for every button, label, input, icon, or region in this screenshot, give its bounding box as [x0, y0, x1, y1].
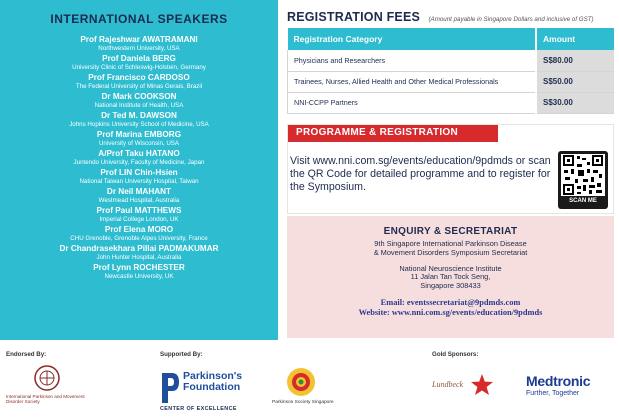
fee-amount: S$80.00	[536, 50, 614, 71]
fee-amount: S$50.00	[536, 71, 614, 92]
list-item	[6, 73, 272, 90]
speaker-affiliation: National Institute of Health, USA	[94, 101, 184, 109]
list-item	[6, 187, 272, 204]
lundbeck-star-icon	[470, 373, 494, 397]
speaker-name: Prof Rajeshwar AWATRAMANI	[80, 35, 198, 44]
table-row	[288, 50, 615, 71]
list-item	[6, 206, 272, 223]
speaker-name: Prof Daniela BERG	[102, 54, 176, 63]
speakers-title: INTERNATIONAL SPEAKERS	[50, 12, 228, 26]
qr-scan-label: SCAN ME	[569, 198, 597, 204]
fee-amount: S$30.00	[536, 92, 614, 113]
fees-col-amount: Amount	[536, 28, 614, 50]
supported-label: Supported By:	[160, 351, 203, 358]
list-item	[6, 54, 272, 71]
medtronic-name: Medtronic	[526, 373, 591, 389]
fees-header-row	[288, 28, 615, 50]
gold-sponsors-label: Gold Sponsors:	[432, 351, 479, 358]
speakers-list	[6, 35, 272, 280]
list-item	[6, 263, 272, 280]
programme-title: PROGRAMME & REGISTRATION	[288, 125, 498, 142]
parkinson-society-logo	[272, 367, 362, 411]
sponsor-footer	[0, 345, 619, 420]
list-item	[6, 168, 272, 185]
speaker-affiliation: Imperial College London, UK	[99, 215, 179, 223]
registration-header	[287, 8, 617, 24]
enquiry-address-2: Singapore 308433	[420, 281, 481, 291]
speaker-affiliation: Johns Hopkins University School of Medicine, USA	[69, 120, 209, 128]
list-item	[6, 111, 272, 128]
fees-col-category: Registration Category	[288, 28, 537, 50]
speaker-name: Prof Lynn ROCHESTER	[93, 263, 185, 272]
speaker-name: A/Prof Taku HATANO	[98, 149, 180, 158]
enquiry-org: National Neuroscience Institute	[399, 263, 502, 273]
qr-code-icon	[561, 154, 605, 196]
registration-note: (Amount payable in Singapore Dollars and inclusive of GST)	[428, 16, 594, 23]
fees-table	[287, 28, 614, 114]
speaker-affiliation: Westmead Hospital, Australia	[98, 196, 180, 204]
list-item	[6, 35, 272, 52]
speaker-name: Dr Neil MAHANT	[106, 187, 172, 196]
pf-name-line1: Parkinson's	[183, 370, 243, 382]
speaker-affiliation: Juntendo University, Faculty of Medicine, Japan	[73, 158, 205, 166]
speakers-panel	[0, 0, 278, 340]
list-item	[6, 225, 272, 242]
speaker-name: Prof LIN Chin-Hsien	[100, 168, 178, 177]
speaker-affiliation: John Hunter Hospital, Australia	[96, 253, 182, 261]
endorsed-label: Endorsed By:	[6, 351, 47, 358]
pf-p-icon	[160, 371, 180, 405]
fee-category: NNI-CCPP Partners	[288, 92, 537, 113]
list-item	[6, 149, 272, 166]
medtronic-tagline: Further, Together	[526, 390, 580, 397]
list-item	[6, 92, 272, 109]
mds-name: International Parkinson and Movement Disorder Society	[6, 394, 85, 404]
enquiry-address-1: 11 Jalan Tan Tock Seng,	[410, 272, 491, 282]
pf-name-line2: Foundation	[183, 381, 241, 393]
registration-title: REGISTRATION FEES	[287, 10, 421, 24]
speaker-name: Dr Ted M. DAWSON	[101, 111, 177, 120]
enquiry-website[interactable]: Website: www.nni.com.sg/events/education/9pdmds	[358, 308, 543, 318]
speaker-name: Prof Elena MORO	[104, 225, 174, 234]
fee-category: Trainees, Nurses, Allied Health and Other Medical Professionals	[288, 71, 537, 92]
speaker-affiliation: Northwestern University, USA	[98, 44, 180, 52]
lundbeck-logo	[430, 373, 500, 403]
table-row	[288, 71, 615, 92]
speaker-affiliation: University of Wisconsin, USA	[98, 139, 180, 147]
list-item	[6, 244, 272, 261]
speaker-name: Prof Marina EMBORG	[96, 130, 182, 139]
mds-emblem-icon	[34, 365, 60, 391]
list-item	[6, 130, 272, 147]
lundbeck-name: Lundbeck	[432, 380, 464, 389]
pf-sub: CENTER OF EXCELLENCE	[160, 406, 237, 412]
speaker-affiliation: University Clinic of Schleswig-Holstein, Germany	[72, 63, 206, 71]
pss-emblem-icon	[286, 367, 316, 397]
speaker-name: Prof Paul MATTHEWS	[96, 206, 182, 215]
speaker-name: Prof Francisco CARDOSO	[88, 73, 190, 82]
speaker-affiliation: CHU Grenoble, Grenoble Alpes University, France	[70, 234, 208, 242]
fee-category: Physicians and Researchers	[288, 50, 537, 71]
enquiry-box	[287, 216, 614, 338]
mds-logo	[6, 365, 96, 404]
parkinsons-foundation-logo	[160, 369, 260, 413]
speaker-name: Dr Chandrasekhara Pillai PADMAKUMAR	[59, 244, 219, 253]
pss-name: Parkinson Society Singapore	[272, 400, 334, 405]
speaker-affiliation: Newcastle University, UK	[104, 272, 174, 280]
enquiry-event-line-1: 9th Singapore International Parkinson Disease	[374, 239, 527, 248]
enquiry-email[interactable]: Email: eventssecretariat@9pdmds.com	[380, 297, 521, 307]
enquiry-event-line-2: & Movement Disorders Symposium Secretariat	[373, 247, 528, 257]
programme-text: Visit www.nni.com.sg/events/education/9pdmds or scan the QR Code for detailed programme and to register for the Symposium.	[290, 155, 551, 193]
speaker-affiliation: National Taiwan University Hospital, Taiwan	[79, 177, 199, 185]
table-row	[288, 92, 615, 113]
qr-code[interactable]	[558, 151, 608, 209]
programme-box	[287, 124, 614, 214]
enquiry-title: ENQUIRY & SECRETARIAT	[383, 226, 518, 237]
medtronic-logo	[526, 373, 616, 403]
speaker-affiliation: The Federal University of Minas Gerais, Brazil	[75, 82, 203, 90]
speaker-name: Dr Mark COOKSON	[101, 92, 177, 101]
